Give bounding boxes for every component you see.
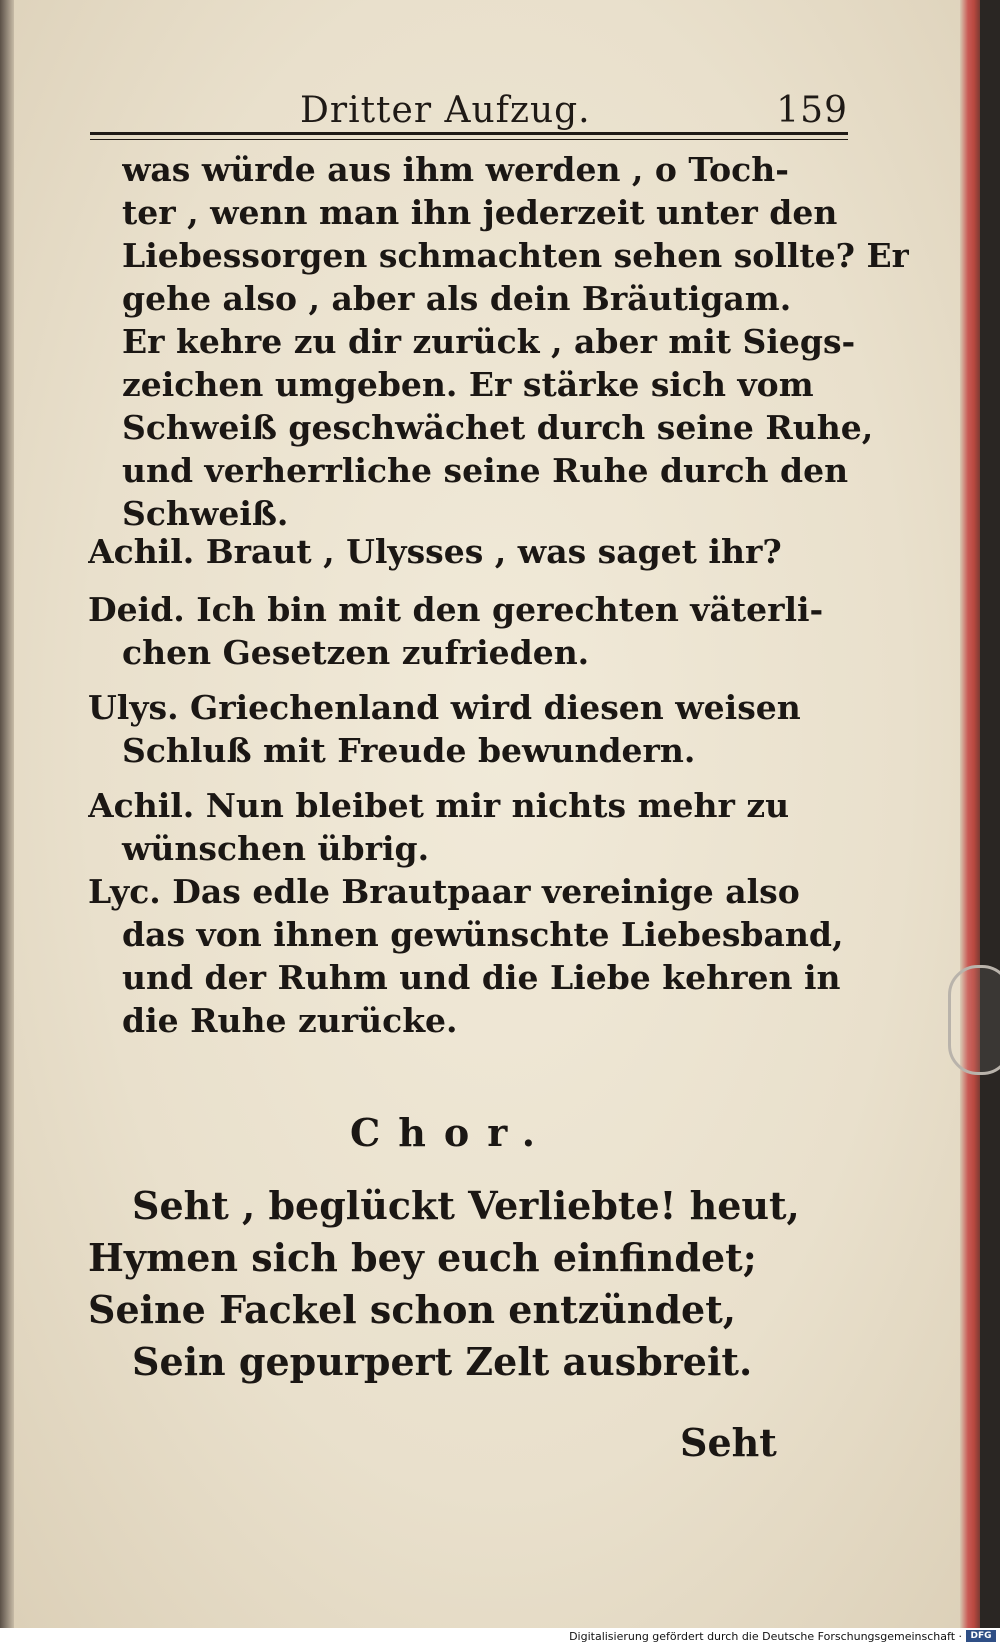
text-line: chen Gesetzen zufrieden. (122, 633, 590, 672)
text-line: Er kehre zu dir zurück , aber mit Siegs- (122, 322, 856, 361)
text-line: Lyc. Das edle Brautpaar vereinige also (88, 872, 800, 911)
text-line: Schweiß geschwächet durch seine Ruhe, (122, 408, 874, 447)
paper-clip (948, 965, 1000, 1075)
verse-line: Hymen sich bey euch einfindet; (88, 1235, 757, 1280)
speech-deidamia (88, 588, 823, 674)
text-line: Deid. Ich bin mit den gerechten väterli- (88, 590, 824, 629)
header-rule (90, 132, 848, 135)
text-line: gehe also , aber als dein Bräutigam. (122, 279, 792, 318)
text-line: die Ruhe zurücke. (122, 1001, 458, 1040)
continuation-paragraph (122, 148, 909, 535)
text-line: Achil. Nun bleibet mir nichts mehr zu (88, 786, 790, 825)
text-line: Schweiß. (122, 494, 289, 533)
running-head-title: Dritter Aufzug. (300, 90, 591, 131)
text-line: wünschen übrig. (122, 829, 430, 868)
catchword: Seht (680, 1420, 777, 1465)
verse-line: Seht , beglückt Verliebte! heut, (132, 1183, 800, 1228)
speech-achilles-1 (88, 530, 782, 573)
speech-achilles-2 (88, 784, 789, 870)
verse-line: Seine Fackel schon entzündet, (88, 1287, 737, 1332)
text-line: Liebessorgen schmachten sehen sollte? Er (122, 236, 909, 275)
text-line: und der Ruhm und die Liebe kehren in (122, 958, 841, 997)
speech-ulysses (88, 686, 801, 772)
speech-lycomedes (88, 870, 843, 1042)
verse-line: Sein gepurpert Zelt ausbreit. (132, 1339, 753, 1384)
header-rule-thin (90, 139, 848, 140)
footer-credit: Digitalisierung gefördert durch die Deutsche Forschungsgemeinschaft · (569, 1630, 962, 1643)
text-line: was würde aus ihm werden , o Toch- (122, 150, 789, 189)
digitization-footer (0, 1628, 1000, 1644)
text-line: ter , wenn man ihn jederzeit unter den (122, 193, 838, 232)
page-number: 159 (776, 90, 848, 131)
text-line: und verherrliche seine Ruhe durch den (122, 451, 849, 490)
text-line: zeichen umgeben. Er stärke sich vom (122, 365, 814, 404)
text-line: Ulys. Griechenland wird diesen weisen (88, 688, 801, 727)
chorus-verse (88, 1180, 800, 1388)
text-line: das von ihnen gewünschte Liebesband, (122, 915, 844, 954)
dfg-logo-icon: DFG (966, 1630, 996, 1642)
text-line: Schluß mit Freude bewundern. (122, 731, 696, 770)
text-line: Achil. Braut , Ulysses , was saget ihr? (88, 532, 782, 571)
chorus-heading: Chor. (350, 1110, 553, 1155)
page-edge-red (960, 0, 980, 1628)
